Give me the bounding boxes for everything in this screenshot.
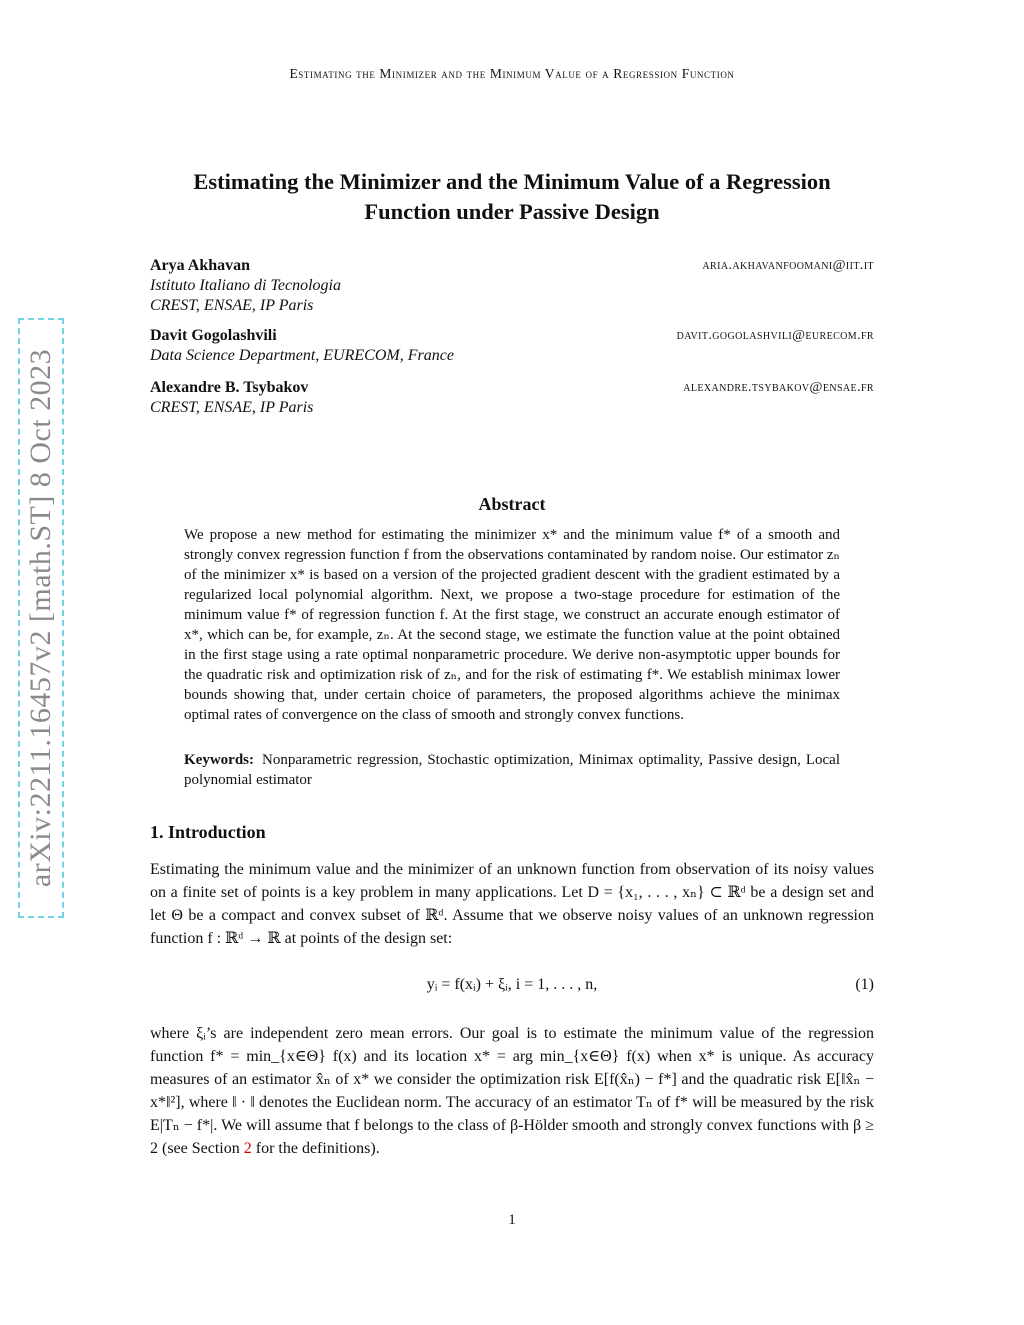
author-affiliation: Data Science Department, EURECOM, France	[150, 347, 454, 364]
author-email[interactable]: aria.akhavanfoomani@iit.it	[702, 258, 874, 273]
section-reference-link[interactable]: 2	[243, 1140, 252, 1157]
paper-title: Estimating the Minimizer and the Minimum Value of a Regression Function under Passive Design	[193, 169, 831, 224]
author-block-3	[150, 378, 874, 418]
author-block-1	[150, 256, 874, 316]
keywords	[184, 750, 840, 790]
running-head: Estimating the Minimizer and the Minimum Value of a Regression Function	[289, 66, 735, 81]
author-affiliation: CREST, ENSAE, IP Paris	[150, 399, 314, 416]
author-name: Arya Akhavan	[150, 257, 251, 274]
equation-1	[150, 976, 874, 1000]
author-email[interactable]: davit.gogolashvili@eurecom.fr	[676, 328, 874, 343]
author-block-2	[150, 326, 874, 366]
arxiv-stamp[interactable]	[18, 318, 64, 918]
equation-expression: yᵢ = f(xᵢ) + ξᵢ, i = 1, . . . , n,	[426, 976, 598, 993]
author-affiliation: Istituto Italiano di Tecnologia	[150, 277, 341, 294]
intro-paragraph-2-tail: for the definitions).	[255, 1140, 380, 1157]
intro-paragraph-2	[150, 1022, 874, 1160]
section-heading-introduction: 1. Introduction	[150, 822, 266, 842]
author-email[interactable]: alexandre.tsybakov@ensae.fr	[683, 380, 874, 395]
author-name: Alexandre B. Tsybakov	[150, 379, 309, 396]
keywords-label: Keywords:	[184, 752, 254, 768]
author-affiliation: CREST, ENSAE, IP Paris	[150, 297, 314, 314]
abstract-heading: Abstract	[478, 494, 546, 514]
author-name: Davit Gogolashvili	[150, 327, 277, 344]
keywords-text: Nonparametric regression, Stochastic optimization, Minimax optimality, Passive design, Local polynomial estimator	[184, 752, 840, 788]
arxiv-identifier: arXiv:2211.16457v2 [math.ST] 8 Oct 2023	[24, 348, 57, 888]
page-number: 1	[508, 1212, 516, 1228]
intro-paragraph-2-text: where ξᵢ’s are independent zero mean errors. Our goal is to estimate the minimum value of the regression function f* = min_{x∈Θ} f(x) and its location x* = arg min_{x∈Θ} f(x) when x* is unique. As accuracy measures of an estimator x̂ₙ of x* we consider the optimization risk E[f(x̂ₙ) − f*] and the quadratic risk E[‖x̂ₙ − x*‖²], where ‖ · ‖ denotes the Euclidean norm. The accuracy of an estimator Tₙ of f* will be measured by the risk E|Tₙ − f*|. We will assume that f belongs to the class of β-Hölder smooth and strongly convex functions with β ≥ 2 (see Section	[150, 1025, 874, 1157]
equation-number: (1)	[855, 976, 874, 993]
intro-paragraph-1: Estimating the minimum value and the minimizer of an unknown function from observation of its noisy values on a finite set of points is a key problem in many applications. Let D = {x₁, . . . , xₙ} ⊂ ℝᵈ be a design set and let Θ be a compact and convex subset of ℝᵈ. Assume that we observe noisy values of an unknown regression function f : ℝᵈ → ℝ at points of the design set:	[150, 861, 875, 947]
abstract-text: We propose a new method for estimating the minimizer x* and the minimum value f* of a smooth and strongly convex regression function f from the observations contaminated by random noise. Our estimator zₙ of the minimizer x* is based on a version of the projected gradient descent with the gradient estimated by a regularized local polynomial algorithm. Next, we propose a two-stage procedure for estimation of the minimum value f* of regression function f. At the first stage, we construct an accurate enough estimator of x*, which can be, for example, zₙ. At the second stage, we estimate the function value at the point obtained in the first stage using a rate optimal nonparametric procedure. We derive non-asymptotic upper bounds for the quadratic risk and optimization risk of zₙ, and for the risk of estimating f*. We establish minimax lower bounds showing that, under certain choice of parameters, the proposed algorithms achieve the minimax optimal rates of convergence on the class of smooth and strongly convex functions.	[184, 527, 840, 723]
